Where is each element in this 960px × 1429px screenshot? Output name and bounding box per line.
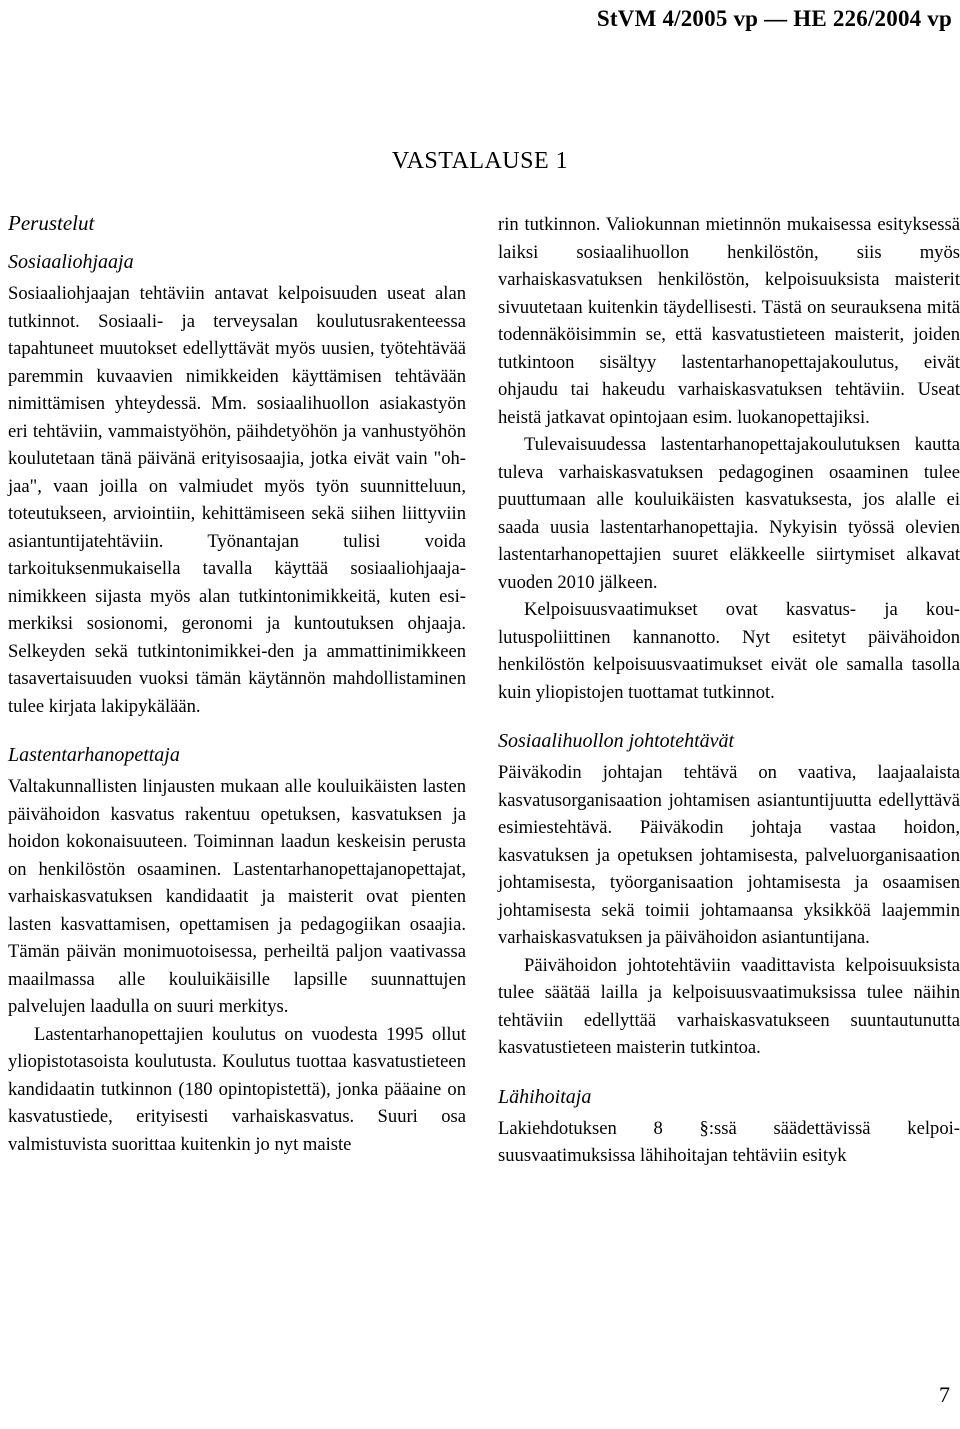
document-title: VASTALAUSE 1 — [391, 148, 569, 174]
section-heading-perustelut: Perustelut — [8, 211, 95, 235]
subheading-lastentarhanopettaja: Lastentarhanopettaja — [8, 744, 180, 766]
running-header: StVM 4/2005 vp — HE 226/2004 vp — [596, 6, 952, 31]
right-column — [498, 211, 960, 1170]
paragraph: Valtakunnallisten linjausten mukaan alle kouluikäisten lasten päivähoidon kasvatus rakentuu opetuksen, kasvatuksen ja hoidon kokonaisuuteen. Toiminnan laadun keskeisin perusta on henkilöstön osaaminen. Lastentarhanopettajanopettajat, varhaiskasvatuksen kandidaatit ja maisterit ovat pienten lasten kasvattamisen, opettamisen ja pedagogiikan osaajia. Tämän päivän monimuotoisessa, perheiltä paljon vaativassa maailmassa alle kouluikäisille lapsille suunnattujen palvelujen laadulla on suuri merkitys. — [8, 776, 466, 1017]
paragraph-continuation: rin tutkinnon. Valiokunnan mietinnön mukaisessa esityksessä laiksi sosiaalihuollon henkilöstön, siis myös varhaiskasvatuksen henkilöstön, kelpoisuuksista maisterit sivuutetaan kuitenkin täydellisesti. Tästä on seurauksena mitä todennäköisimmin se, että kasvatustieteen maisterit, joiden tutkintoon sisältyy lastentarhanopettajakoulutus, eivät ohjaudu tai hakeudu varhaiskasvatuksen tehtäviin. Useat heistä jatkavat opintojaan esim. luokanopettajiksi. — [498, 214, 960, 428]
page-number: 7 — [939, 1382, 950, 1407]
paragraph: Lastentarhanopettajien koulutus on vuodesta 1995 ollut yliopistotasoista koulutusta. Koulutus tuottaa kasvatustieteen kandidaatin tutkinnon (180 opintopistettä), jonka pääaine on kasvatustiede, erityisesti varhaiskasvatus. Suuri osa valmistuvista suorittaa kuitenkin jo nyt maiste — [8, 1023, 466, 1155]
left-column — [8, 210, 466, 1158]
paragraph: Sosiaaliohjaajan tehtäviin antavat kelpoisuuden useat alan tutkinnot. Sosiaali- ja terveysalan koulutusrakenteessa tapahtuneet muutokset edellyttävät myös uusien, työtehtävää paremmin kuvaavien nimikkeiden käyttämisen tehtävään nimittämisen yhteydessä. Mm. sosiaalihuollon asiakastyön eri tehtäviin, vammaistyöhön, päihdetyöhön ja vanhustyöhön koulutetaan tänä päivänä erityisosaajia, jotka eivät vain "ohjaa", vaan joilla on valmiudet myös työn suunnitteluun, toteutukseen, arviointiin, kehittämiseen sekä siihen liittyviin asiantuntijatehtäviin. Työnantajan tulisi voida tarkoituksenmukaisella tavalla käyttää sosiaaliohjaaja-nimikkeen sijasta myös alan tutkintonimikkeitä, kuten esimerkiksi sosionomi, geronomi ja kuntoutuksen ohjaaja. Selkeyden sekä tutkintonimikkei-den ja ammattinimikkeen tasavertaisuuden vuoksi tämän käytännön mahdollistaminen tulee kirjata lakipykälään. — [8, 283, 466, 717]
paragraph: Lakiehdotuksen 8 §:ssä säädettävissä kelpoisuusvaatimuksissa lähihoitajan tehtäviin esityk — [498, 1117, 960, 1166]
paragraph: Tulevaisuudessa lastentarhanopettajakoulutuksen kautta tuleva varhaiskasvatuksen pedagoginen osaaminen tulee puuttumaan alle kouluikäisten kasvatuksesta, jos alalle ei saada uusia lastentarhanopettajia. Nykyisin työssä olevien lastentarhanopettajien suuret eläkkeelle siirtymiset alkavat vuoden 2010 jälkeen. — [498, 434, 960, 593]
subheading-sosiaalihuollon-johtotehtavat: Sosiaalihuollon johtotehtävät — [498, 730, 735, 752]
subheading-sosiaaliohjaaja: Sosiaaliohjaaja — [8, 251, 134, 273]
paragraph: Päiväkodin johtajan tehtävä on vaativa, laajaalaista kasvatusorganisaation johtamisen asiantuntijuutta edellyttävä esimiestehtävä. Päiväkodin johtaja vastaa hoidon, kasvatuksen ja opetuksen johtamisesta, palveluorganisaation johtamisesta, työorganisaation johtamisesta ja osaamisen johtamisesta sekä toimii johtamaansa yksikköä laajemmin varhaiskasvatuksen ja päivähoidon asiantuntijana. — [498, 762, 960, 948]
paragraph: Kelpoisuusvaatimukset ovat kasvatus- ja koulutuspoliittinen kannanotto. Nyt esitetyt päivähoidon henkilöstön kelpoisuusvaatimukset eivät ole samalla tasolla kuin yliopistojen tuottamat tutkinnot. — [498, 599, 960, 703]
paragraph: Päivähoidon johtotehtäviin vaadittavista kelpoisuuksista tulee säätää lailla ja kelpoisuusvaatimuksissa tulee näihin tehtäviin edellyttää varhaiskasvatukseen suuntautunutta kasvatustieteen maisterin tutkintoa. — [498, 954, 960, 1058]
subheading-lahihoitaja: Lähihoitaja — [498, 1085, 592, 1108]
